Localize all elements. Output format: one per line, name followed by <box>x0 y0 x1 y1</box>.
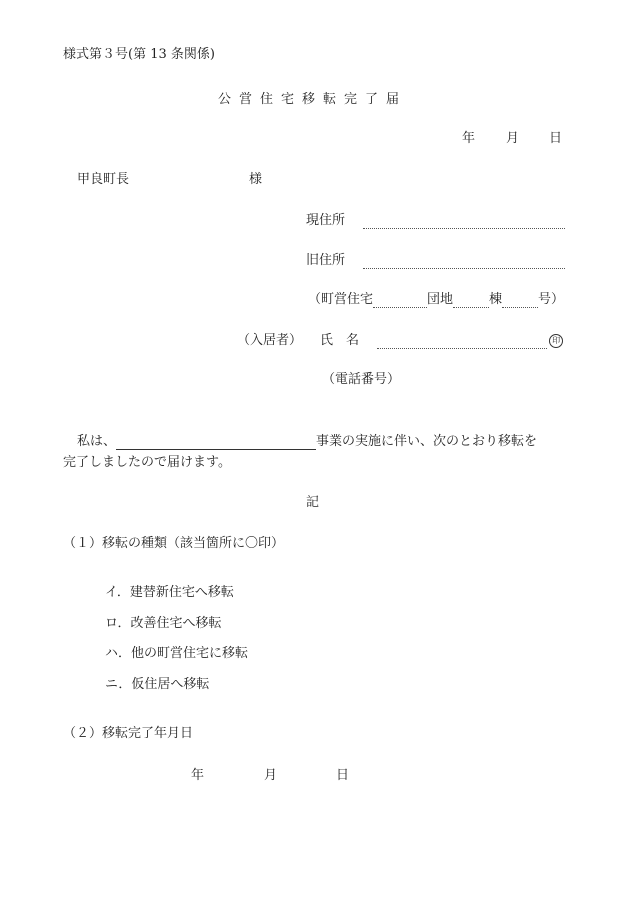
former-address-field[interactable] <box>363 254 565 269</box>
section-1-heading: （１）移転の種類（該当箇所に〇印） <box>63 536 285 551</box>
name-label: 氏 名 <box>320 333 360 348</box>
option-item: ロ．改善住宅へ移転 <box>105 616 222 631</box>
date-year-label: 年 <box>462 131 476 146</box>
name-row <box>320 333 563 349</box>
completion-day-label: 日 <box>336 768 350 783</box>
body-line-1-prefix: 私は、 <box>77 434 117 449</box>
project-name-field[interactable] <box>116 435 316 450</box>
former-address-row <box>306 253 565 269</box>
option-item: ニ．仮住居へ移転 <box>105 677 210 692</box>
addressee-name: 甲良町長 <box>77 172 130 187</box>
housing-building-field[interactable] <box>453 293 489 308</box>
resident-label: （入居者） <box>237 333 303 348</box>
body-line-1 <box>77 434 537 450</box>
section-2-heading: （２）移転完了年月日 <box>63 726 194 741</box>
housing-number-field[interactable] <box>502 293 538 308</box>
addressee-honorific: 様 <box>249 172 263 187</box>
date-month-label: 月 <box>506 131 520 146</box>
municipal-housing-row <box>308 292 564 308</box>
body-line-2: 完了しましたので届けます。 <box>63 455 231 470</box>
housing-open-label: （町営住宅 <box>308 292 374 307</box>
current-address-label: 現住所 <box>306 213 346 228</box>
completion-month-label: 月 <box>264 768 278 783</box>
housing-building-label: 棟 <box>489 292 503 307</box>
completion-year-label: 年 <box>191 768 205 783</box>
body-line-1-suffix: 事業の実施に伴い、次のとおり移転を <box>316 434 538 449</box>
current-address-row <box>306 213 565 229</box>
option-item: ハ．他の町営住宅に移転 <box>105 646 249 661</box>
housing-danchi-field[interactable] <box>373 293 427 308</box>
former-address-label: 旧住所 <box>306 253 346 268</box>
housing-number-label: 号） <box>538 292 565 307</box>
date-day-label: 日 <box>549 131 563 146</box>
option-item: イ．建替新住宅へ移転 <box>105 585 234 600</box>
name-field[interactable] <box>377 334 547 349</box>
form-title: 公営住宅移転完了届 <box>218 92 408 107</box>
current-address-field[interactable] <box>363 214 565 229</box>
form-number: 様式第３号(第 13 条関係) <box>63 47 215 62</box>
seal-mark: 印 <box>549 334 563 348</box>
housing-danchi-label: 団地 <box>427 292 454 307</box>
ki-heading: 記 <box>306 495 320 510</box>
phone-label: （電話番号） <box>322 372 401 387</box>
